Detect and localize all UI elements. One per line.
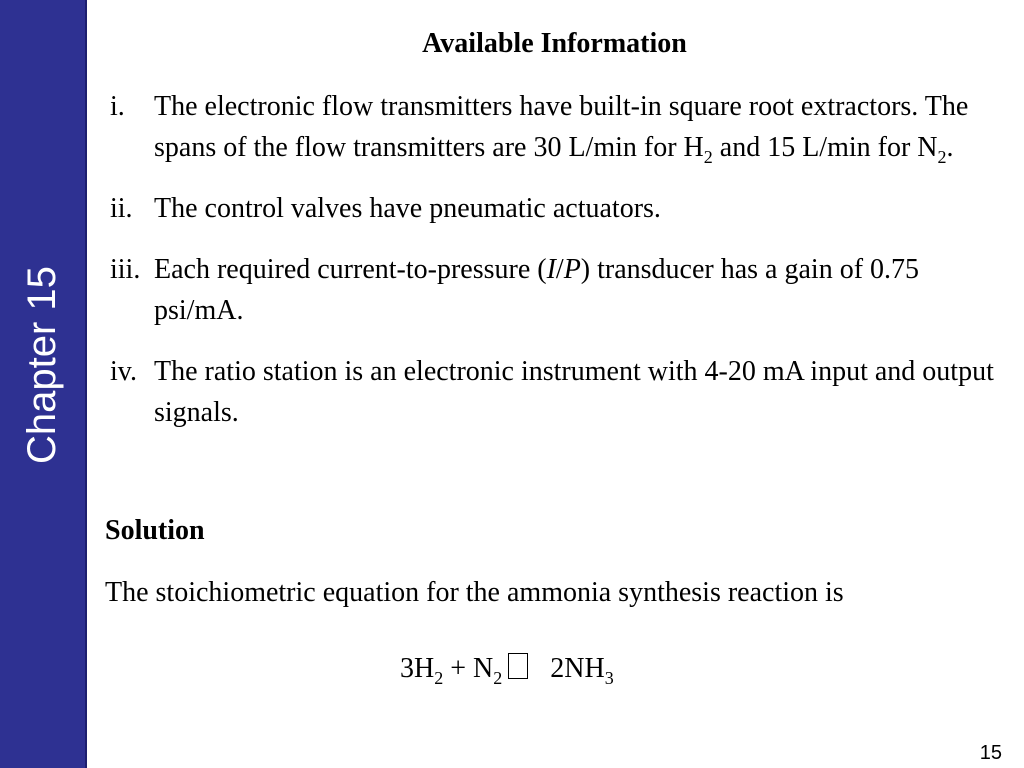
item-number: i.	[110, 91, 125, 122]
section-heading: Available Information	[422, 28, 687, 59]
item-text: The control valves have pneumatic actuators.	[154, 193, 661, 224]
chapter-sidebar	[0, 0, 87, 768]
missing-glyph-icon	[508, 653, 528, 679]
list-item	[110, 188, 1010, 229]
item-number: iii.	[110, 254, 141, 285]
page-number: 15	[979, 742, 1002, 764]
list-item	[110, 86, 1010, 168]
item-number: iv.	[110, 356, 137, 387]
item-text: The ratio station is an electronic instrument with 4-20 mA input and output signals.	[154, 356, 994, 428]
intro-text: The stoichiometric equation for the ammonia synthesis reaction is	[105, 577, 844, 608]
list-item	[110, 249, 1010, 331]
item-text: The electronic flow transmitters have built-in square root extractors. The spans of the flow transmitters are 30 L/min for $H_2$ and 15 L/min for $N_2$.	[154, 91, 969, 167]
item-text: Each required current-to-pressure (I/P) transducer has a gain of 0.75 psi/mA.	[154, 254, 920, 326]
list-item	[110, 351, 1010, 433]
information-list	[110, 86, 1010, 453]
solution-heading: Solution	[105, 515, 205, 546]
item-number: ii.	[110, 193, 133, 224]
chapter-label: Chapter 15	[20, 266, 64, 464]
reaction-equation: $3H_2 + N_2$ $2NH_3$	[400, 653, 614, 688]
